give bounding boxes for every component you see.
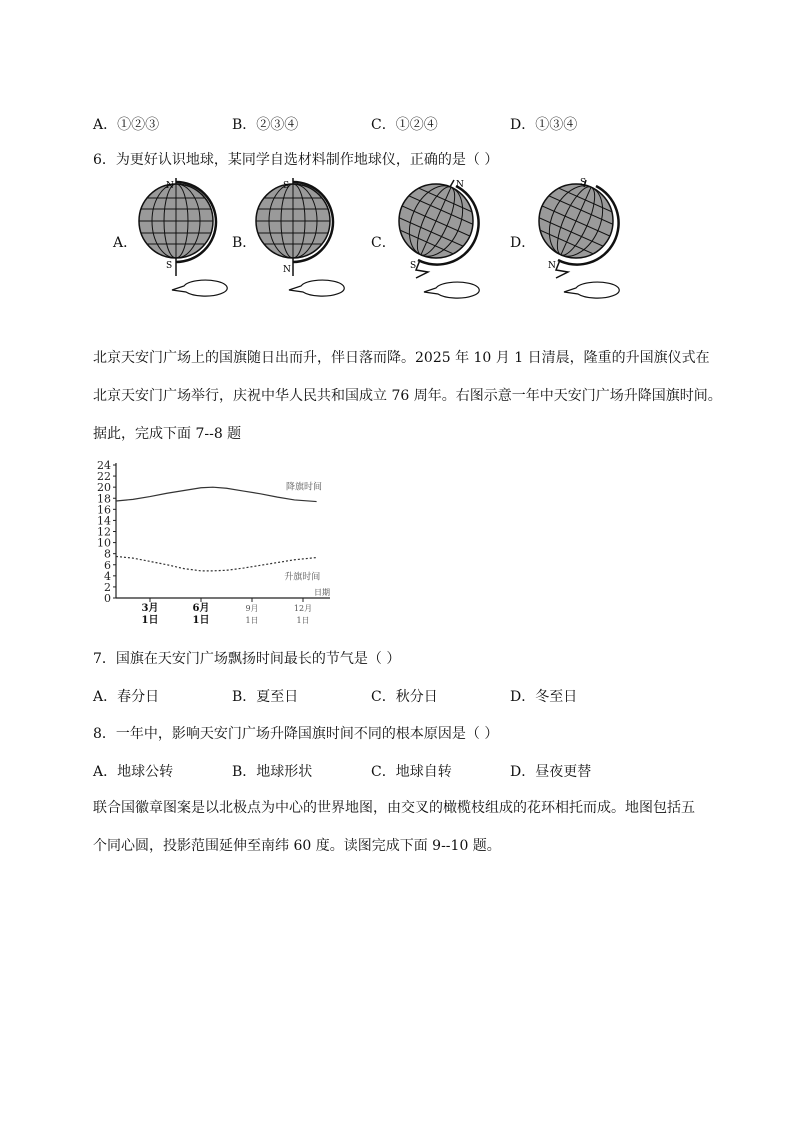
y-tick-label: 10 — [97, 536, 111, 550]
x-tick-label-day: 1日 — [296, 616, 310, 625]
q5-option-c: C．①②④ — [371, 117, 438, 133]
q6-option-d-label: D． — [510, 235, 536, 251]
x-tick-label-month: 9月 — [245, 604, 259, 613]
y-tick-label: 4 — [104, 569, 111, 583]
q6-option-b-label: B． — [232, 235, 257, 251]
flag-time-chart — [88, 455, 338, 635]
x-tick-label-day: 1日 — [141, 615, 159, 626]
x-tick-label-month: 6月 — [192, 603, 210, 614]
passage1-line-3: 据此，完成下面 7--8 题 — [93, 426, 242, 442]
x-tick-label-day: 1日 — [192, 615, 210, 626]
globe-a-top-pole: N — [166, 181, 174, 191]
passage1-line-2: 北京天安门广场举行，庆祝中华人民共和国成立 76 周年。右图示意一年中天安门广场升降国旗时间。 — [93, 388, 722, 404]
y-tick-label: 18 — [97, 492, 111, 506]
globe-b-bottom-pole: N — [283, 265, 291, 275]
x-tick-label-month: 3月 — [141, 603, 159, 614]
globe-c-bottom-pole: S — [410, 261, 417, 271]
q6-option-c-label: C． — [371, 235, 396, 251]
y-tick-label: 2 — [104, 580, 111, 594]
globe-d-top-pole: S — [580, 178, 587, 188]
q5-option-d: D．①③④ — [510, 117, 578, 133]
x-axis-label: 日期 — [314, 588, 330, 597]
y-tick-label: 12 — [97, 525, 111, 539]
q8-option-d: D．昼夜更替 — [510, 764, 592, 780]
y-tick-label: 22 — [97, 470, 111, 484]
series-line-raising-time — [116, 556, 317, 570]
passage2-line-1: 联合国徽章图案是以北极点为中心的世界地图，由交叉的橄榄枝组成的花环相托而成。地图包括五 — [93, 800, 695, 816]
q8-option-a: A．地球公转 — [93, 764, 174, 780]
q7-stem: 7．国旗在天安门广场飘扬时间最长的节气是（ ） — [93, 651, 401, 667]
q8-stem: 8．一年中，影响天安门广场升降国旗时间不同的根本原因是（ ） — [93, 726, 499, 742]
q7-option-d: D．冬至日 — [510, 689, 578, 705]
x-tick-label-day: 1日 — [245, 616, 259, 625]
q7-option-a: A．春分日 — [93, 689, 160, 705]
q8-option-c: C．地球自转 — [371, 764, 452, 780]
y-tick-label: 20 — [97, 481, 111, 495]
globe-c-top-pole: N — [456, 180, 464, 190]
q5-option-a: A．①②③ — [93, 117, 160, 133]
globe-c-image — [388, 176, 498, 300]
y-tick-label: 0 — [104, 592, 111, 605]
passage1-line-1: 北京天安门广场上的国旗随日出而升，伴日落而降。2025 年 10 月 1 日清晨，隆重的升国旗仪式在 — [93, 350, 710, 366]
globe-b-image — [248, 176, 348, 300]
q8-option-b: B．地球形状 — [232, 764, 313, 780]
series-label-lowering-time: 降旗时间 — [286, 482, 323, 493]
q7-option-c: C．秋分日 — [371, 689, 438, 705]
globe-a-image — [128, 176, 228, 300]
globe-d-bottom-pole: N — [548, 261, 556, 271]
q5-option-b: B．②③④ — [232, 117, 299, 133]
y-tick-label: 6 — [104, 558, 111, 572]
passage2-line-2: 个同心圆，投影范围延伸至南纬 60 度。读图完成下面 9--10 题。 — [93, 838, 501, 854]
q7-option-b: B．夏至日 — [232, 689, 299, 705]
series-label-raising-time: 升旗时间 — [284, 572, 321, 583]
globe-a-bottom-pole: S — [166, 261, 173, 271]
y-tick-label: 24 — [97, 459, 111, 472]
globe-b-top-pole: S — [283, 181, 290, 191]
y-tick-label: 16 — [97, 503, 111, 517]
y-tick-label: 14 — [97, 514, 111, 528]
q6-option-a-label: A． — [113, 235, 138, 251]
q6-stem: 6．为更好认识地球，某同学自选材料制作地球仪，正确的是（ ） — [93, 152, 499, 168]
x-tick-label-month: 12月 — [293, 604, 313, 613]
y-tick-label: 8 — [104, 547, 111, 561]
globe-d-image — [528, 176, 638, 300]
